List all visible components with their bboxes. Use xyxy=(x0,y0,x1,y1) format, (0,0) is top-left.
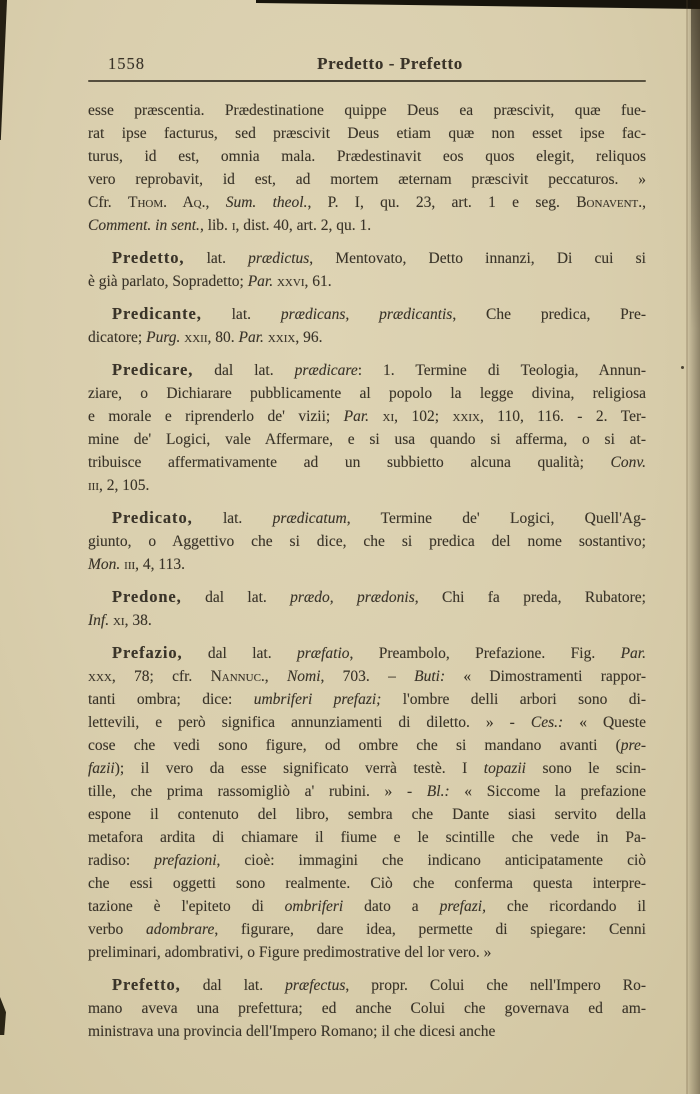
text-line xyxy=(88,941,646,964)
header-rule xyxy=(88,80,646,82)
text-line xyxy=(88,849,646,872)
text-segment: dal lat. xyxy=(193,362,295,379)
page-number: 1558 xyxy=(108,54,145,73)
page-header xyxy=(0,54,700,76)
text-segment: turus, id est, omnia mala. Prædestinavit eos quos elegit, reliquos xyxy=(88,148,646,165)
text-segment: prefazioni xyxy=(154,852,217,869)
text-segment: verbo xyxy=(88,921,147,938)
text-segment: , propr. Colui che nell'Impero Ro- xyxy=(345,977,646,994)
text-segment: xxx xyxy=(88,668,112,685)
paragraph-continuation xyxy=(88,99,646,237)
text-segment: tanti ombra; dice: xyxy=(88,691,254,708)
text-segment: Thom. Aq. xyxy=(128,194,206,211)
text-segment: , xyxy=(264,668,287,685)
text-segment: Bonavent. xyxy=(576,194,643,211)
text-segment: præfectus xyxy=(285,977,346,994)
text-segment: xi xyxy=(382,408,395,425)
text-segment: , xyxy=(205,194,226,211)
text-segment: præfatio xyxy=(296,645,350,662)
text-line xyxy=(88,609,646,632)
text-segment: esse præscentia. Prædestinatione quippe Deus ea præscivit, quæ fue- xyxy=(88,102,646,119)
text-segment: giunto, o Aggettivo che si dice, che si predica del nome sostantivo; xyxy=(88,533,646,550)
text-segment: Bl.: xyxy=(426,783,450,800)
text-segment: , 78; cfr. xyxy=(111,668,211,685)
text-segment: preliminari, adombrativi, o Figure predimostrative del lor vero. » xyxy=(88,944,492,961)
text-line xyxy=(88,918,646,941)
text-segment: Mon. xyxy=(88,556,121,573)
entry-headword: Prefetto, xyxy=(112,975,181,994)
text-segment: topazii xyxy=(483,760,526,777)
text-segment: , 703. – xyxy=(320,668,415,685)
text-segment: , 4, 113. xyxy=(135,556,185,573)
text-line xyxy=(88,734,646,757)
text-segment: è già parlato, Sopradetto; xyxy=(88,273,248,290)
text-segment: pre- xyxy=(620,737,646,754)
text-segment: l'ombre delli arbori sono di- xyxy=(381,691,647,708)
text-line xyxy=(88,506,646,530)
text-segment: , figurare, dare idea, permette di spiegare: Cenni xyxy=(214,921,646,938)
text-segment: , Mentovato, Detto innanzi, Di cui si xyxy=(309,250,646,267)
text-segment: metafora ardita di chiamare il fiume e le scintille che vede in Pa- xyxy=(88,829,646,846)
text-segment: Par. xyxy=(343,408,370,425)
text-line xyxy=(88,757,646,780)
entry-headword: Prefazio, xyxy=(112,643,183,662)
text-segment: , Termine de' Logici, Quell'Ag- xyxy=(346,510,647,527)
text-segment: lat. xyxy=(192,510,273,527)
text-segment: e morale e riprenderlo de' vizii; xyxy=(88,408,344,425)
text-segment: mano aveva una prefettura; ed anche Colui che governava ed am- xyxy=(88,1000,646,1017)
text-line xyxy=(88,451,646,474)
text-segment: ); il vero da esse significato verrà testè. I xyxy=(114,760,484,777)
text-line xyxy=(88,302,646,326)
entry-predicato xyxy=(88,506,646,576)
text-line xyxy=(88,474,646,497)
text-line xyxy=(88,530,646,553)
text-segment: tazione è l'epiteto di xyxy=(88,898,285,915)
text-segment: ministrava una provincia dell'Impero Romano; il che dicesi anche xyxy=(88,1023,496,1040)
text-segment: , 96. xyxy=(295,329,323,346)
text-segment: , 102; xyxy=(394,408,453,425)
text-line xyxy=(88,122,646,145)
text-segment: lat. xyxy=(184,250,249,267)
text-line xyxy=(88,428,646,451)
text-segment: rat ipse facturus, sed præscivit Deus etiam quæ non esset ipse fac- xyxy=(88,125,646,142)
text-segment: , 38. xyxy=(124,612,152,629)
text-segment: dal lat. xyxy=(180,977,286,994)
text-segment: , cioè: immagini che indicano anticipatamente ciò xyxy=(216,852,647,869)
text-line xyxy=(88,358,646,382)
text-segment: sono le scin- xyxy=(525,760,646,777)
text-segment: , 2, 105. xyxy=(99,477,150,494)
entry-predetto xyxy=(88,246,646,293)
text-line xyxy=(88,191,646,214)
text-segment: tribuisce affermativamente ad un subbietto alcuna qualità; xyxy=(88,454,611,471)
entry-predicare xyxy=(88,358,646,497)
text-line xyxy=(88,553,646,576)
text-segment: mine de' Logici, vale Affermare, e si usa quando si afferma, o si at- xyxy=(88,431,646,448)
entry-prefazio xyxy=(88,641,646,964)
text-segment: Purg. xyxy=(146,329,181,346)
text-line xyxy=(88,326,646,349)
text-line xyxy=(88,1020,646,1043)
text-line xyxy=(88,145,646,168)
scan-edge-left-bottom xyxy=(0,997,6,1035)
text-line xyxy=(88,214,646,237)
entry-headword: Predicante, xyxy=(112,304,202,323)
text-segment: : 1. Termine di Teologia, Annun- xyxy=(357,362,646,379)
text-segment: xxii xyxy=(184,329,208,346)
text-line xyxy=(88,382,646,405)
text-segment: , 110, 116. - 2. Ter- xyxy=(479,408,646,425)
text-segment: che ricordando il xyxy=(485,898,646,915)
text-segment: fazii xyxy=(88,760,115,777)
text-segment: iii xyxy=(124,556,136,573)
text-segment: ombriferi xyxy=(284,898,344,915)
text-line xyxy=(88,99,646,122)
entry-headword: Predicato, xyxy=(112,508,193,527)
text-segment: Cfr. xyxy=(88,194,129,211)
text-segment: prædicans, prædicantis xyxy=(280,306,453,323)
text-segment: , P. I, qu. 23, art. 1 e seg. xyxy=(307,194,577,211)
text-segment: prædictus xyxy=(248,250,310,267)
text-line xyxy=(88,895,646,918)
text-segment: Inf. xyxy=(88,612,110,629)
text-segment: Nannuc. xyxy=(210,668,265,685)
text-segment: prædo, prædonis xyxy=(290,589,415,606)
text-segment: Par. xyxy=(238,329,264,346)
text-segment: dal lat. xyxy=(181,589,291,606)
text-segment: , Che predica, Pre- xyxy=(452,306,646,323)
text-segment: i xyxy=(231,217,236,234)
text-segment: cose che vedi sono figure, od ombre che si mandano avanti ( xyxy=(88,737,621,754)
text-line xyxy=(88,641,646,665)
text-segment: tille, che prima rassomigliò a' rubini. » - xyxy=(88,783,427,800)
text-segment: Ces.: xyxy=(530,714,564,731)
entry-predone xyxy=(88,585,646,632)
text-segment: Par. xyxy=(247,273,274,290)
running-title: Predetto - Prefetto xyxy=(317,54,463,73)
scan-speck xyxy=(681,366,684,369)
text-segment: prefazi, xyxy=(439,898,486,915)
text-segment: xxix xyxy=(267,329,296,346)
entry-headword: Predetto, xyxy=(112,248,185,267)
text-segment: Sum. theol. xyxy=(225,194,308,211)
text-line xyxy=(88,973,646,997)
text-segment: , dist. 40, art. 2, qu. 1. xyxy=(235,217,372,234)
text-segment: iii xyxy=(88,477,99,494)
text-segment: Nomi xyxy=(286,668,321,685)
entry-headword: Predone, xyxy=(112,587,182,606)
text-segment: xxvi xyxy=(276,273,305,290)
text-segment: espone il contenuto del libro, sembra che Dante siasi servito della xyxy=(88,806,646,823)
entry-headword: Predicare, xyxy=(112,360,194,379)
text-line xyxy=(88,665,646,688)
text-line xyxy=(88,168,646,191)
text-segment: lettevili, e però significa annunziamenti di diletto. » - xyxy=(88,714,531,731)
text-line xyxy=(88,872,646,895)
entry-predicante xyxy=(88,302,646,349)
text-segment: che essi oggetti sono realmente. Ciò che conferma questa interpre- xyxy=(88,875,646,892)
text-segment xyxy=(369,408,382,425)
text-segment: , Preambolo, Prefazione. Fig. xyxy=(349,645,621,662)
text-segment: radiso: xyxy=(88,852,155,869)
text-line xyxy=(88,826,646,849)
text-line xyxy=(88,711,646,734)
text-segment: Par. xyxy=(620,645,646,662)
text-segment: , 80. xyxy=(207,329,239,346)
text-segment: lat. xyxy=(201,306,281,323)
text-line xyxy=(88,270,646,293)
text-segment: ziare, o Dichiarare pubblicamente al popolo la legge divina, religiosa xyxy=(88,385,646,402)
scan-edge-right-top xyxy=(691,0,700,330)
text-segment: Buti: xyxy=(414,668,446,685)
text-segment: Comment. in sent. xyxy=(88,217,200,234)
text-segment: « Queste xyxy=(563,714,646,731)
text-line xyxy=(88,780,646,803)
text-segment: vero reprobavit, id est, ad mortem æternam præscivit peccaturos. » xyxy=(88,171,646,188)
text-segment: « Siccome la prefazione xyxy=(449,783,646,800)
text-line xyxy=(88,997,646,1020)
text-segment: prædicatum xyxy=(272,510,347,527)
text-segment: xxix xyxy=(452,408,480,425)
text-segment: umbriferi prefazi; xyxy=(253,691,382,708)
page-body xyxy=(88,99,646,1052)
text-segment: dato a xyxy=(343,898,440,915)
text-segment: , xyxy=(642,194,647,211)
text-line xyxy=(88,688,646,711)
text-segment: dicatore; xyxy=(88,329,147,346)
text-segment: Conv. xyxy=(610,454,646,471)
text-line xyxy=(88,585,646,609)
text-line xyxy=(88,405,646,428)
scan-edge-top xyxy=(256,0,700,9)
text-segment: , Chi fa preda, Rubatore; xyxy=(414,589,646,606)
text-segment: dal lat. xyxy=(182,645,297,662)
text-line xyxy=(88,803,646,826)
text-segment: adombrare xyxy=(146,921,215,938)
text-segment: prædicare xyxy=(294,362,358,379)
page-curve-line xyxy=(686,0,688,1094)
text-segment: xi xyxy=(112,612,125,629)
text-segment: , 61. xyxy=(304,273,332,290)
entry-prefetto xyxy=(88,973,646,1043)
text-segment: « Dimostramenti rappor- xyxy=(445,668,647,685)
text-line xyxy=(88,246,646,270)
text-segment: , lib. xyxy=(199,217,232,234)
